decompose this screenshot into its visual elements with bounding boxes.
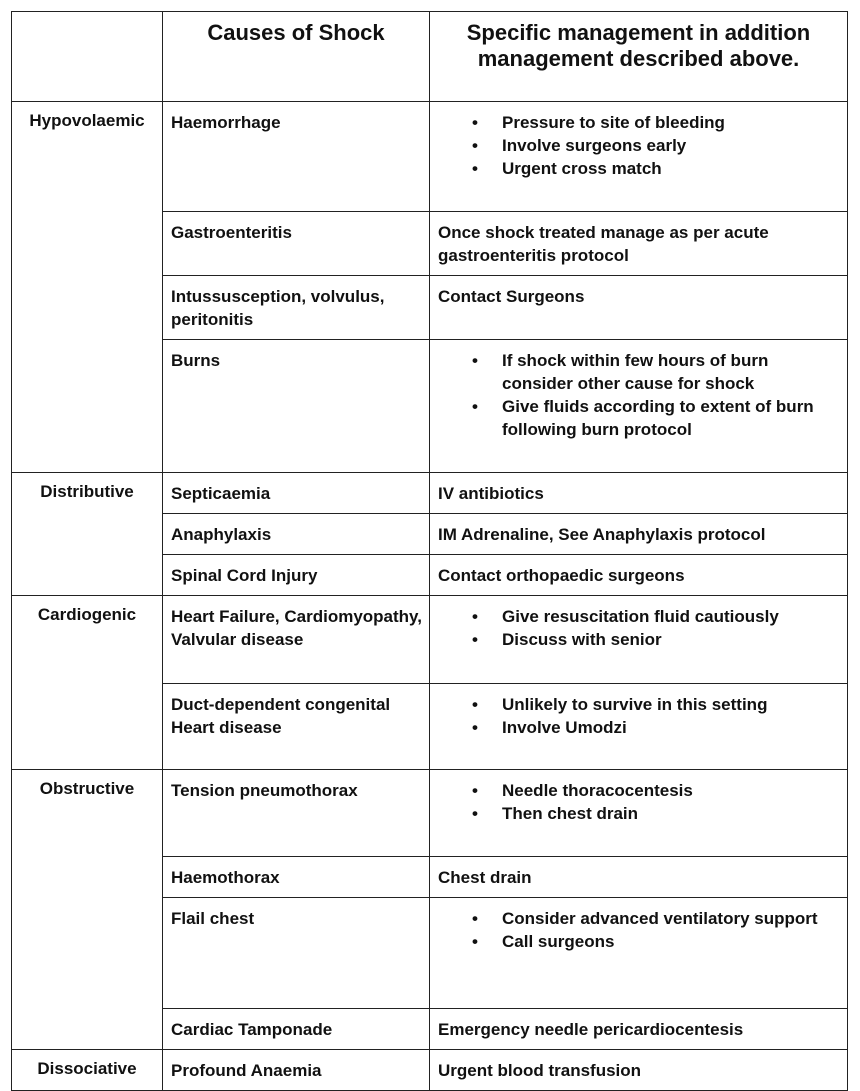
cause-cell: Haemothorax	[163, 857, 430, 898]
table-body	[12, 102, 848, 1091]
management-list	[438, 605, 841, 651]
management-list-item: • Consider advanced ventilatory support	[502, 907, 841, 930]
cause-cell: Spinal Cord Injury	[163, 555, 430, 596]
management-text: Once shock treated manage as per acute gastroenteritis protocol	[438, 223, 769, 265]
management-text: Contact orthopaedic surgeons	[438, 566, 685, 585]
cause-cell: Tension pneumothorax	[163, 770, 430, 857]
management-cell	[430, 514, 848, 555]
shock-category: Hypovolaemic	[12, 102, 163, 473]
table-row	[12, 1050, 848, 1091]
table-row	[12, 596, 848, 684]
management-list	[438, 349, 841, 441]
management-cell	[430, 212, 848, 276]
cause-cell: Flail chest	[163, 898, 430, 1009]
cause-cell: Heart Failure, Cardiomyopathy, Valvular disease	[163, 596, 430, 684]
header-blank	[12, 12, 163, 102]
management-list-item: • Unlikely to survive in this setting	[502, 693, 841, 716]
cause-cell: Cardiac Tamponade	[163, 1009, 430, 1050]
management-list-item: • Discuss with senior	[502, 628, 841, 651]
header-causes: Causes of Shock	[163, 12, 430, 102]
shock-category: Cardiogenic	[12, 596, 163, 770]
management-list-item: • Needle thoracocentesis	[502, 779, 841, 802]
management-list	[438, 779, 841, 825]
management-list-item: • Then chest drain	[502, 802, 841, 825]
header-management: Specific management in addition management described above.	[430, 12, 848, 102]
management-text: IM Adrenaline, See Anaphylaxis protocol	[438, 525, 766, 544]
management-text: Emergency needle pericardiocentesis	[438, 1020, 744, 1039]
table-row	[12, 770, 848, 857]
management-list	[438, 907, 841, 953]
management-list-item: • If shock within few hours of burn consider other cause for shock	[502, 349, 841, 395]
cause-cell: Anaphylaxis	[163, 514, 430, 555]
management-cell	[430, 898, 848, 1009]
management-cell	[430, 684, 848, 770]
management-cell	[430, 340, 848, 473]
cause-cell: Burns	[163, 340, 430, 473]
cause-cell: Duct-dependent congenital Heart disease	[163, 684, 430, 770]
management-cell	[430, 596, 848, 684]
table-row	[12, 102, 848, 212]
shock-category: Dissociative	[12, 1050, 163, 1091]
management-list-item: • Give fluids according to extent of burn following burn protocol	[502, 395, 841, 441]
management-cell	[430, 1009, 848, 1050]
management-cell	[430, 770, 848, 857]
management-list-item: • Give resuscitation fluid cautiously	[502, 605, 841, 628]
cause-cell: Profound Anaemia	[163, 1050, 430, 1091]
cause-cell: Septicaemia	[163, 473, 430, 514]
management-cell	[430, 276, 848, 340]
table-row	[12, 473, 848, 514]
management-list-item: • Pressure to site of bleeding	[502, 111, 841, 134]
management-text: IV antibiotics	[438, 484, 544, 503]
management-cell	[430, 555, 848, 596]
management-list-item: • Involve surgeons early	[502, 134, 841, 157]
shock-category: Distributive	[12, 473, 163, 596]
management-cell	[430, 102, 848, 212]
management-cell	[430, 473, 848, 514]
management-text: Chest drain	[438, 868, 532, 887]
management-list	[438, 693, 841, 739]
cause-cell: Gastroenteritis	[163, 212, 430, 276]
cause-cell: Intussusception, volvulus, peritonitis	[163, 276, 430, 340]
management-text: Urgent blood transfusion	[438, 1061, 642, 1080]
shock-category: Obstructive	[12, 770, 163, 1050]
management-list-item: • Call surgeons	[502, 930, 841, 953]
management-list-item: • Involve Umodzi	[502, 716, 841, 739]
header-row	[12, 12, 848, 102]
management-cell	[430, 1050, 848, 1091]
shock-management-table	[11, 11, 848, 1091]
management-text: Contact Surgeons	[438, 287, 585, 306]
cause-cell: Haemorrhage	[163, 102, 430, 212]
management-cell	[430, 857, 848, 898]
management-list-item: • Urgent cross match	[502, 157, 841, 180]
management-list	[438, 111, 841, 180]
